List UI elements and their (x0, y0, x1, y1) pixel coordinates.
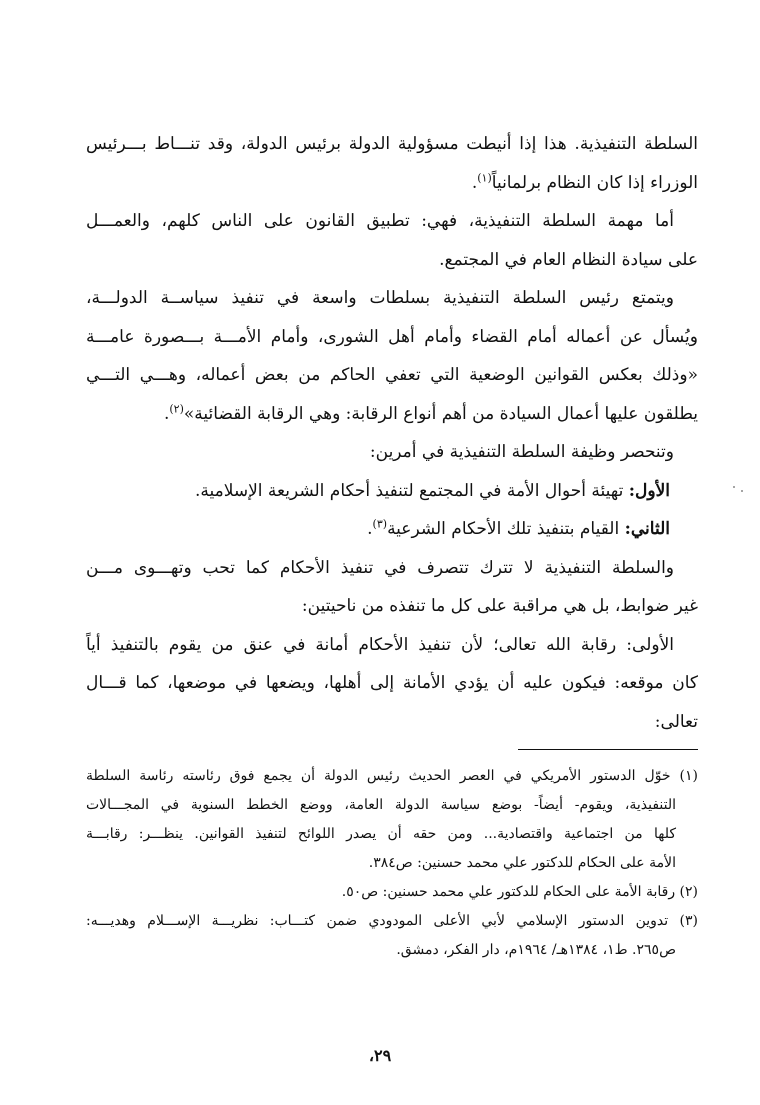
paragraph-2 (86, 202, 698, 279)
text-line (86, 164, 698, 203)
paragraph-6 (86, 626, 698, 742)
footnote-line: الأمة على الحكام للدكتور علي محمد حسنين: ص٣٨٤. (368, 855, 676, 871)
footnote-separator (518, 749, 698, 750)
text-line: تعالى: (654, 711, 698, 732)
text-line: السلطة التنفيذية. هذا إذا أنيطت مسؤولية الدولة برئيس الدولة، وقد تنـــاط بـــرئيس (86, 134, 698, 154)
list-item-first (86, 472, 698, 511)
paragraph-3 (86, 279, 698, 433)
page-number: ٢٩، (368, 1046, 392, 1065)
list-item-second (86, 510, 698, 549)
footnote-line: (١) خوّل الدستور الأمريكي في العصر الحديث رئيس الدولة أن يجمع فوق رئاسته رئاسة السلطة (86, 768, 698, 784)
text-run: . (367, 519, 373, 539)
paragraph-1 (86, 125, 698, 202)
text-line: على سيادة النظام العام في المجتمع. (439, 249, 698, 270)
item-label: الثاني: (624, 519, 670, 539)
text-line: وتنحصر وظيفة السلطة التنفيذية في أمرين: (369, 442, 674, 462)
item-text: القيام بتنفيذ تلك الأحكام الشرعية (387, 519, 625, 539)
footnote-3 (86, 907, 698, 965)
text-line (86, 472, 698, 511)
footnote-ref-3: (٣) (372, 517, 388, 531)
text-run: . (163, 403, 170, 424)
item-text: تهيئة أحوال الأمة في المجتمع لتنفيذ أحكام الشريعة الإسلامية. (194, 480, 629, 501)
footnote-line: (٢) رقابة الأمة على الحكام للدكتور علي محمد حسنين: ص٥٠. (341, 884, 698, 900)
text-run: يطلقون عليها أعمال السيادة من أهم أنواع الرقابة: وهي الرقابة القضائية» (183, 403, 698, 424)
text-line: ويُسأل عن أعماله أمام القضاء وأمام أهل الشورى، وأمام الأمـــة بـــصورة عامـــة (86, 326, 698, 347)
text-line: كان موقعه: فيكون عليه أن يؤدي الأمانة إلى أهلها، ويضعها في موضعها، كما قـــال (86, 673, 698, 693)
paragraph-4 (86, 433, 698, 472)
text-line: الأولى: رقابة الله تعالى؛ لأن تنفيذ الأحكام أمانة في عنق من يقوم بالتنفيذ أياً (86, 634, 674, 655)
text-line (86, 395, 698, 434)
scan-speck (741, 490, 743, 492)
footnote-line: كلها من اجتماعية واقتصادية... ومن حقه أن يصدر اللوائح لتنفيذ القوانين. ينظـــر: رقابـــة (86, 826, 676, 842)
item-label: الأول: (628, 480, 670, 501)
text-line: والسلطة التنفيذية لا تترك تتصرف في تنفيذ الأحكام كما تحب وتهـــوى مـــن (86, 557, 674, 578)
footnote-line: التنفيذية، ويقوم- أيضاً- بوضع سياسة الدولة العامة، ووضع الخطط السنوية في المجـــالات (86, 797, 677, 813)
text-line: غير ضوابط، بل هي مراقبة على كل ما تنفذه من ناحيتين: (301, 596, 698, 616)
paragraph-5 (86, 549, 698, 626)
scan-speck (733, 486, 735, 488)
footnote-ref-2: (٢) (169, 401, 184, 415)
text-run: . (471, 172, 478, 193)
footnote-line: (٣) تدوين الدستور الإسلامي لأبي الأعلى المودودي ضمن كتـــاب: نظريـــة الإســـلام وهديـــه: (86, 913, 698, 929)
text-line: ويتمتع رئيس السلطة التنفيذية بسلطات واسعة في تنفيذ سياســة الدولـــة، (86, 288, 674, 308)
text-line: «وذلك بعكس القوانين الوضعية التي تعفي الحاكم من بعض أعماله، وهـــي التـــي (86, 365, 698, 385)
text-line: أما مهمة السلطة التنفيذية، فهي: تطبيق القانون على الناس كلهم، والعمـــل (86, 211, 674, 231)
text-run: الوزراء إذا كان النظام برلمانياً (491, 172, 698, 193)
footnote-1 (86, 762, 698, 878)
page-body (86, 125, 698, 741)
footnote-ref-1: (١) (477, 170, 492, 184)
footnotes (86, 762, 698, 965)
footnote-line: ص٢٦٥. ط١، ١٣٨٤هـ/ ١٩٦٤م، دار الفكر، دمشق. (396, 942, 676, 958)
footnote-2 (86, 878, 698, 907)
text-line (86, 510, 698, 549)
